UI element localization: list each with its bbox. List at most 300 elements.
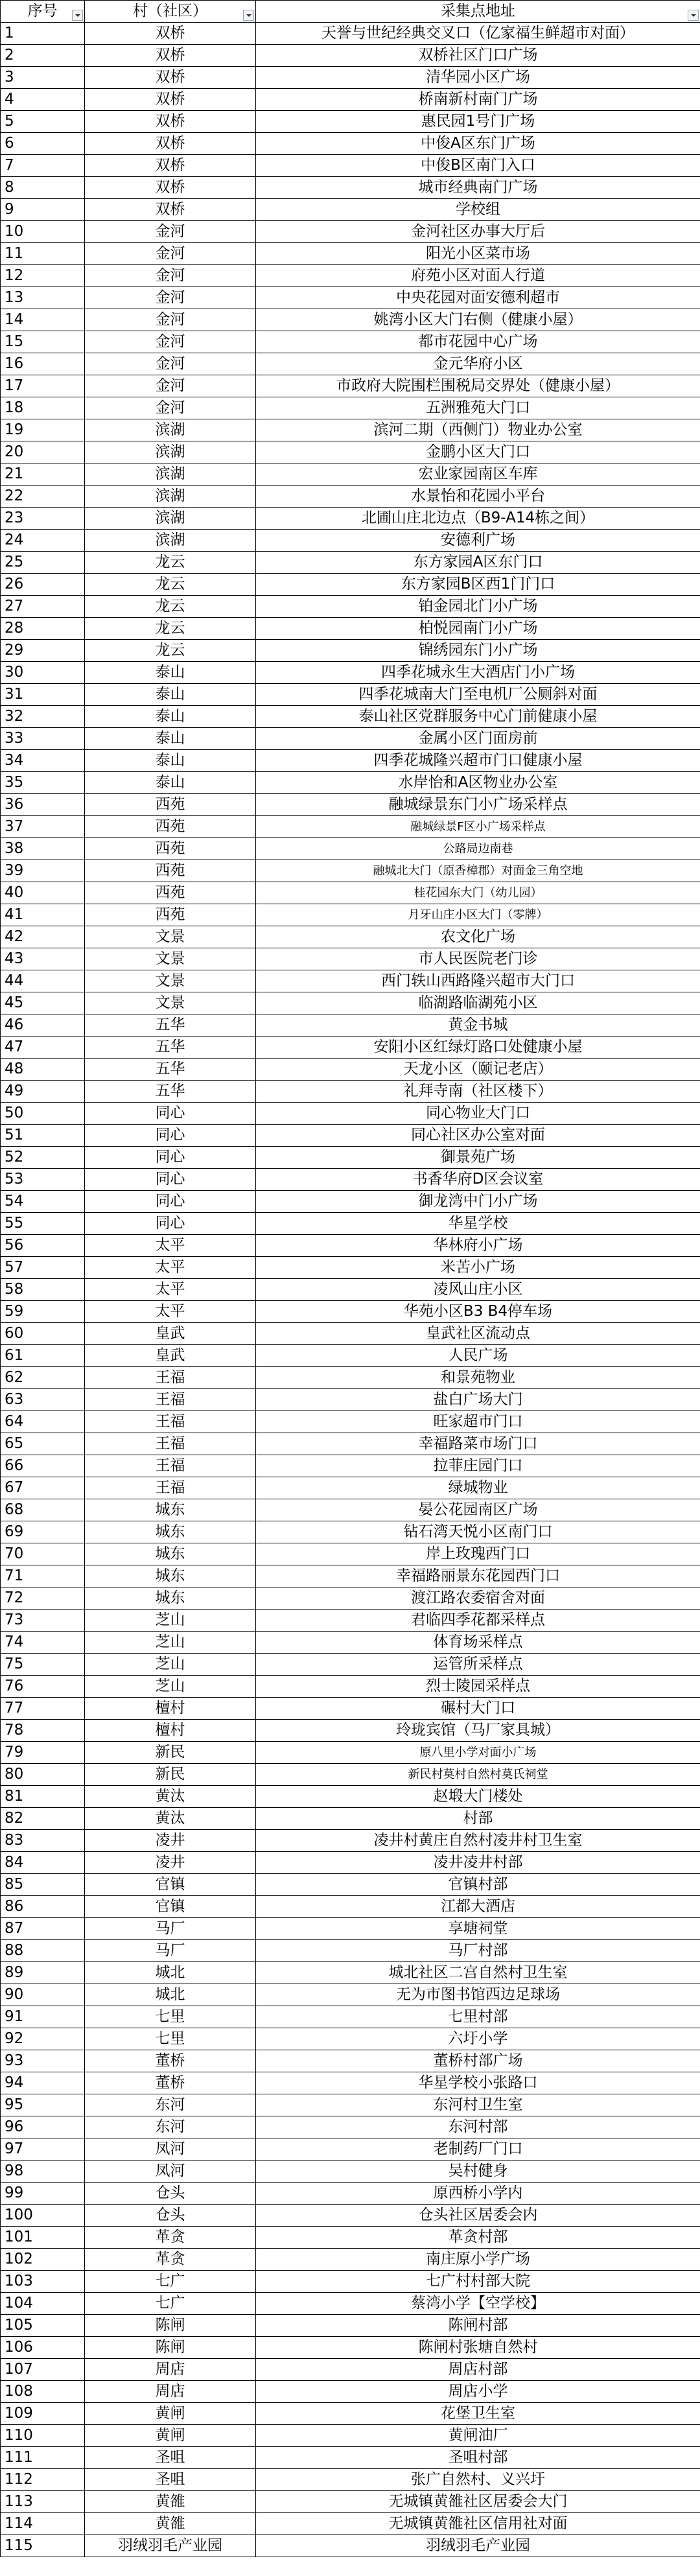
table-row: [1, 2138, 700, 2160]
table-row: [1, 2403, 700, 2425]
cell-number: 79: [1, 1742, 85, 1764]
cell-address: 御景苑广场: [256, 1147, 700, 1169]
table-row: [1, 2293, 700, 2315]
cell-number: 84: [1, 1852, 85, 1874]
cell-community: 金河: [85, 309, 256, 331]
cell-number: 101: [1, 2227, 85, 2249]
table-row: [1, 2315, 700, 2337]
cell-address: 无城镇黄雒社区信用社对面: [256, 2513, 700, 2535]
cell-community: 王福: [85, 1455, 256, 1477]
cell-address: 蔡湾小学【空学校】: [256, 2293, 700, 2315]
cell-address: 同心社区办公室对面: [256, 1125, 700, 1147]
cell-number: 46: [1, 1014, 85, 1036]
cell-community: 周店: [85, 2381, 256, 2403]
table-row: [1, 177, 700, 199]
table-row: [1, 1301, 700, 1323]
cell-number: 65: [1, 1433, 85, 1455]
table-row: [1, 816, 700, 838]
cell-address: 学校组: [256, 199, 700, 221]
cell-community: 双桥: [85, 89, 256, 111]
cell-address: 月牙山庄小区大门（零牌）: [256, 904, 700, 926]
cell-community: 城东: [85, 1521, 256, 1543]
cell-number: 110: [1, 2425, 85, 2447]
cell-community: 皇武: [85, 1323, 256, 1345]
cell-community: 龙云: [85, 640, 256, 662]
table-row: [1, 1169, 700, 1191]
cell-number: 92: [1, 2028, 85, 2050]
table-row: [1, 2469, 700, 2491]
cell-address: 北圃山庄北边点（B9-A14栋之间）: [256, 508, 700, 530]
cell-community: 王福: [85, 1389, 256, 1411]
filter-dropdown-icon[interactable]: [688, 10, 699, 21]
table-row: [1, 1742, 700, 1764]
table-row: [1, 552, 700, 574]
cell-number: 16: [1, 353, 85, 375]
cell-number: 21: [1, 463, 85, 486]
table-row: [1, 1059, 700, 1081]
cell-address: 和景苑物业: [256, 1367, 700, 1389]
cell-number: 57: [1, 1257, 85, 1279]
cell-number: 42: [1, 926, 85, 948]
cell-community: 同心: [85, 1169, 256, 1191]
cell-address: 都市花园中心广场: [256, 331, 700, 353]
cell-address: 幸福路丽景东花园西门口: [256, 1565, 700, 1587]
cell-number: 1: [1, 23, 85, 45]
table-row: [1, 1543, 700, 1565]
table-row: [1, 1433, 700, 1455]
cell-address: 水景怡和花园小平台: [256, 486, 700, 508]
cell-number: 52: [1, 1147, 85, 1169]
table-row: [1, 2160, 700, 2183]
table-row: [1, 45, 700, 67]
table-row: [1, 2050, 700, 2072]
table-row: [1, 926, 700, 948]
cell-address: 华林府小广场: [256, 1235, 700, 1257]
cell-number: 7: [1, 155, 85, 177]
cell-community: 金河: [85, 243, 256, 265]
cell-number: 2: [1, 45, 85, 67]
cell-number: 77: [1, 1698, 85, 1720]
table-row: [1, 1918, 700, 1940]
table-row: [1, 618, 700, 640]
cell-community: 龙云: [85, 596, 256, 618]
cell-number: 50: [1, 1103, 85, 1125]
table-row: [1, 375, 700, 397]
cell-address: 双桥社区门口广场: [256, 45, 700, 67]
cell-number: 44: [1, 970, 85, 992]
cell-community: 滨湖: [85, 486, 256, 508]
cell-number: 97: [1, 2138, 85, 2160]
cell-address: 黄闸油厂: [256, 2425, 700, 2447]
cell-number: 29: [1, 640, 85, 662]
cell-address: 天誉与世纪经典交叉口（亿家福生鲜超市对面）: [256, 23, 700, 45]
cell-community: 金河: [85, 287, 256, 309]
header-number-label: 序号: [27, 3, 58, 19]
cell-address: 花堡卫生室: [256, 2403, 700, 2425]
table-row: [1, 2227, 700, 2249]
table-row: [1, 1477, 700, 1499]
header-row: [1, 1, 700, 23]
cell-number: 47: [1, 1036, 85, 1059]
cell-number: 70: [1, 1543, 85, 1565]
cell-address: 水岸怡和A区物业办公室: [256, 772, 700, 794]
cell-number: 106: [1, 2337, 85, 2359]
cell-address: 桂花园东大门（幼儿园）: [256, 882, 700, 904]
cell-community: 圣咀: [85, 2447, 256, 2469]
cell-community: 凌井: [85, 1830, 256, 1852]
cell-community: 芝山: [85, 1632, 256, 1654]
cell-address: 安阳小区红绿灯路口处健康小屋: [256, 1036, 700, 1059]
cell-address: 赵塅大门楼处: [256, 1786, 700, 1808]
cell-community: 马厂: [85, 1918, 256, 1940]
cell-community: 七里: [85, 2006, 256, 2028]
cell-address: 东河村卫生室: [256, 2094, 700, 2116]
cell-community: 同心: [85, 1147, 256, 1169]
cell-community: 金河: [85, 375, 256, 397]
cell-community: 文景: [85, 948, 256, 970]
cell-number: 4: [1, 89, 85, 111]
cell-number: 98: [1, 2160, 85, 2183]
table-row: [1, 662, 700, 684]
cell-number: 14: [1, 309, 85, 331]
cell-number: 53: [1, 1169, 85, 1191]
cell-address: 七广村村部大院: [256, 2271, 700, 2293]
table-row: [1, 1896, 700, 1918]
cell-number: 22: [1, 486, 85, 508]
cell-number: 56: [1, 1235, 85, 1257]
table-row: [1, 155, 700, 177]
cell-community: 双桥: [85, 111, 256, 133]
table-row: [1, 2271, 700, 2293]
cell-address: 西门轶山西路隆兴超市大门口: [256, 970, 700, 992]
table-row: [1, 2072, 700, 2094]
cell-community: 黄汰: [85, 1786, 256, 1808]
cell-address: 中俊B区南门入口: [256, 155, 700, 177]
cell-community: 芝山: [85, 1676, 256, 1698]
cell-community: 黄雒: [85, 2513, 256, 2535]
cell-community: 西苑: [85, 838, 256, 860]
cell-community: 同心: [85, 1191, 256, 1213]
cell-number: 9: [1, 199, 85, 221]
cell-address: 陈闸村部: [256, 2315, 700, 2337]
cell-community: 东河: [85, 2116, 256, 2138]
cell-number: 33: [1, 728, 85, 750]
cell-number: 40: [1, 882, 85, 904]
cell-community: 滨湖: [85, 419, 256, 441]
table-row: [1, 2116, 700, 2138]
cell-address: 融城北大门（原香樟郡）对面金三角空地: [256, 860, 700, 882]
cell-number: 75: [1, 1654, 85, 1676]
cell-number: 61: [1, 1345, 85, 1367]
cell-address: 阳光小区菜市场: [256, 243, 700, 265]
header-address-label: 采集点地址: [441, 3, 515, 19]
cell-number: 17: [1, 375, 85, 397]
cell-address: 盐白广场大门: [256, 1389, 700, 1411]
cell-number: 51: [1, 1125, 85, 1147]
cell-community: 五华: [85, 1036, 256, 1059]
table-row: [1, 23, 700, 45]
table-row: [1, 1279, 700, 1301]
cell-address: 同心物业大门口: [256, 1103, 700, 1125]
table-row: [1, 2535, 700, 2557]
table-row: [1, 331, 700, 353]
cell-number: 68: [1, 1499, 85, 1521]
cell-community: 泰山: [85, 772, 256, 794]
cell-address: 无为市图书馆西边足球场: [256, 1984, 700, 2006]
cell-address: 拉菲庄园门口: [256, 1455, 700, 1477]
table-row: [1, 111, 700, 133]
cell-address: 惠民园1号门广场: [256, 111, 700, 133]
cell-number: 23: [1, 508, 85, 530]
cell-number: 100: [1, 2205, 85, 2227]
cell-community: 西苑: [85, 794, 256, 816]
filter-dropdown-icon[interactable]: [243, 10, 254, 21]
cell-address: 马厂村部: [256, 1940, 700, 1962]
table-row: [1, 1367, 700, 1389]
table-row: [1, 1191, 700, 1213]
cell-community: 同心: [85, 1213, 256, 1235]
cell-address: 城市经典南门广场: [256, 177, 700, 199]
cell-address: 晏公花园南区广场: [256, 1499, 700, 1521]
table-row: [1, 1654, 700, 1676]
cell-community: 城东: [85, 1499, 256, 1521]
cell-address: 幸福路菜市场门口: [256, 1433, 700, 1455]
cell-community: 泰山: [85, 706, 256, 728]
cell-number: 96: [1, 2116, 85, 2138]
table-row: [1, 508, 700, 530]
cell-number: 37: [1, 816, 85, 838]
table-row: [1, 794, 700, 816]
cell-community: 仓头: [85, 2205, 256, 2227]
cell-community: 城北: [85, 1984, 256, 2006]
cell-number: 108: [1, 2381, 85, 2403]
table-row: [1, 1036, 700, 1059]
cell-number: 93: [1, 2050, 85, 2072]
cell-number: 62: [1, 1367, 85, 1389]
cell-community: 同心: [85, 1103, 256, 1125]
cell-address: 华苑小区B3 B4停车场: [256, 1301, 700, 1323]
cell-address: 人民广场: [256, 1345, 700, 1367]
cell-number: 67: [1, 1477, 85, 1499]
cell-community: 双桥: [85, 177, 256, 199]
table-row: [1, 1808, 700, 1830]
cell-address: 七里村部: [256, 2006, 700, 2028]
table-row: [1, 596, 700, 618]
cell-community: 五华: [85, 1014, 256, 1036]
cell-number: 35: [1, 772, 85, 794]
cell-address: 凌井凌井村部: [256, 1852, 700, 1874]
table-row: [1, 2337, 700, 2359]
cell-number: 114: [1, 2513, 85, 2535]
table-row: [1, 1521, 700, 1543]
filter-dropdown-icon[interactable]: [72, 10, 83, 21]
cell-number: 66: [1, 1455, 85, 1477]
cell-community: 皇武: [85, 1345, 256, 1367]
table-row: [1, 486, 700, 508]
cell-community: 金河: [85, 265, 256, 287]
cell-community: 城东: [85, 1543, 256, 1565]
table-row: [1, 1962, 700, 1984]
table-row: [1, 1499, 700, 1521]
table-row: [1, 640, 700, 662]
cell-address: 书香华府D区会议室: [256, 1169, 700, 1191]
table-row: [1, 530, 700, 552]
cell-community: 泰山: [85, 750, 256, 772]
cell-number: 26: [1, 574, 85, 596]
cell-number: 60: [1, 1323, 85, 1345]
cell-address: 享塘祠堂: [256, 1918, 700, 1940]
cell-community: 黄雒: [85, 2491, 256, 2513]
table-row: [1, 772, 700, 794]
table-row: [1, 133, 700, 155]
cell-community: 七广: [85, 2271, 256, 2293]
cell-number: 87: [1, 1918, 85, 1940]
table-row: [1, 684, 700, 706]
cell-address: 董桥村部广场: [256, 2050, 700, 2072]
table-row: [1, 2381, 700, 2403]
table-row: [1, 221, 700, 243]
cell-address: 泰山社区党群服务中心门前健康小屋: [256, 706, 700, 728]
cell-community: 官镇: [85, 1874, 256, 1896]
cell-address: 钻石湾天悦小区南门口: [256, 1521, 700, 1543]
cell-number: 41: [1, 904, 85, 926]
cell-community: 城东: [85, 1587, 256, 1610]
cell-community: 七里: [85, 2028, 256, 2050]
cell-number: 18: [1, 397, 85, 419]
cell-number: 78: [1, 1720, 85, 1742]
cell-number: 107: [1, 2359, 85, 2381]
cell-community: 文景: [85, 970, 256, 992]
cell-address: 东方家园B区西1门门口: [256, 574, 700, 596]
cell-address: 金属小区门面房前: [256, 728, 700, 750]
cell-number: 15: [1, 331, 85, 353]
cell-number: 59: [1, 1301, 85, 1323]
cell-community: 七广: [85, 2293, 256, 2315]
cell-number: 95: [1, 2094, 85, 2116]
table-row: [1, 1565, 700, 1587]
cell-number: 13: [1, 287, 85, 309]
cell-address: 四季花城永生大酒店门小广场: [256, 662, 700, 684]
cell-community: 金河: [85, 353, 256, 375]
table-row: [1, 2249, 700, 2271]
cell-number: 80: [1, 1764, 85, 1786]
cell-address: 四季花城隆兴超市门口健康小屋: [256, 750, 700, 772]
cell-community: 双桥: [85, 155, 256, 177]
cell-address: 凌风山庄小区: [256, 1279, 700, 1301]
cell-number: 86: [1, 1896, 85, 1918]
header-address: [256, 1, 700, 23]
table-row: [1, 1257, 700, 1279]
cell-community: 黄闸: [85, 2425, 256, 2447]
table-row: [1, 838, 700, 860]
cell-community: 滨湖: [85, 508, 256, 530]
cell-number: 54: [1, 1191, 85, 1213]
table-row: [1, 243, 700, 265]
table-row: [1, 970, 700, 992]
cell-community: 同心: [85, 1125, 256, 1147]
cell-address: 体育场采样点: [256, 1632, 700, 1654]
header-number: [1, 1, 85, 23]
cell-community: 檀村: [85, 1698, 256, 1720]
table-row: [1, 1984, 700, 2006]
table-row: [1, 89, 700, 111]
cell-address: 凌井村黄庄自然村凌井村卫生室: [256, 1830, 700, 1852]
cell-community: 芝山: [85, 1610, 256, 1632]
cell-community: 泰山: [85, 728, 256, 750]
table-row: [1, 1786, 700, 1808]
table-row: [1, 441, 700, 463]
header-community-label: 村（社区）: [133, 3, 207, 19]
cell-community: 黄汰: [85, 1808, 256, 1830]
cell-number: 28: [1, 618, 85, 640]
cell-number: 82: [1, 1808, 85, 1830]
cell-address: 御龙湾中门小广场: [256, 1191, 700, 1213]
table-row: [1, 2491, 700, 2513]
cell-address: 绿城物业: [256, 1477, 700, 1499]
table-row: [1, 1940, 700, 1962]
cell-community: 新民: [85, 1742, 256, 1764]
cell-number: 104: [1, 2293, 85, 2315]
cell-community: 滨湖: [85, 530, 256, 552]
cell-community: 西苑: [85, 882, 256, 904]
table-row: [1, 1389, 700, 1411]
cell-number: 25: [1, 552, 85, 574]
table-row: [1, 309, 700, 331]
cell-community: 太平: [85, 1301, 256, 1323]
table-row: [1, 1345, 700, 1367]
cell-address: 革贪村部: [256, 2227, 700, 2249]
table-row: [1, 2183, 700, 2205]
cell-community: 革贪: [85, 2249, 256, 2271]
table-row: [1, 419, 700, 441]
cell-number: 11: [1, 243, 85, 265]
cell-address: 羽绒羽毛产业园: [256, 2535, 700, 2557]
table-row: [1, 1014, 700, 1036]
cell-address: 金鹏小区大门口: [256, 441, 700, 463]
cell-address: 南庄原小学广场: [256, 2249, 700, 2271]
cell-community: 龙云: [85, 574, 256, 596]
table-row: [1, 1323, 700, 1345]
cell-number: 111: [1, 2447, 85, 2469]
cell-community: 太平: [85, 1235, 256, 1257]
table-row: [1, 353, 700, 375]
cell-address: 府苑小区对面人行道: [256, 265, 700, 287]
cell-address: 新民村莫村自然村莫氏祠堂: [256, 1764, 700, 1786]
cell-community: 太平: [85, 1279, 256, 1301]
cell-address: 皇武社区流动点: [256, 1323, 700, 1345]
cell-number: 91: [1, 2006, 85, 2028]
cell-address: 圣咀村部: [256, 2447, 700, 2469]
cell-address: 五洲雅苑大门口: [256, 397, 700, 419]
cell-community: 凌井: [85, 1852, 256, 1874]
table-row: [1, 2513, 700, 2535]
cell-number: 112: [1, 2469, 85, 2491]
cell-community: 双桥: [85, 199, 256, 221]
cell-number: 102: [1, 2249, 85, 2271]
cell-number: 5: [1, 111, 85, 133]
header-community: [85, 1, 256, 23]
cell-number: 74: [1, 1632, 85, 1654]
cell-address: 东方家园A区东门口: [256, 552, 700, 574]
cell-address: 金河社区办事大厅后: [256, 221, 700, 243]
cell-community: 陈闸: [85, 2315, 256, 2337]
cell-address: 君临四季花都采样点: [256, 1610, 700, 1632]
cell-address: 融城绿景F区小广场采样点: [256, 816, 700, 838]
cell-community: 龙云: [85, 552, 256, 574]
cell-number: 115: [1, 2535, 85, 2557]
table-row: [1, 2359, 700, 2381]
cell-number: 43: [1, 948, 85, 970]
